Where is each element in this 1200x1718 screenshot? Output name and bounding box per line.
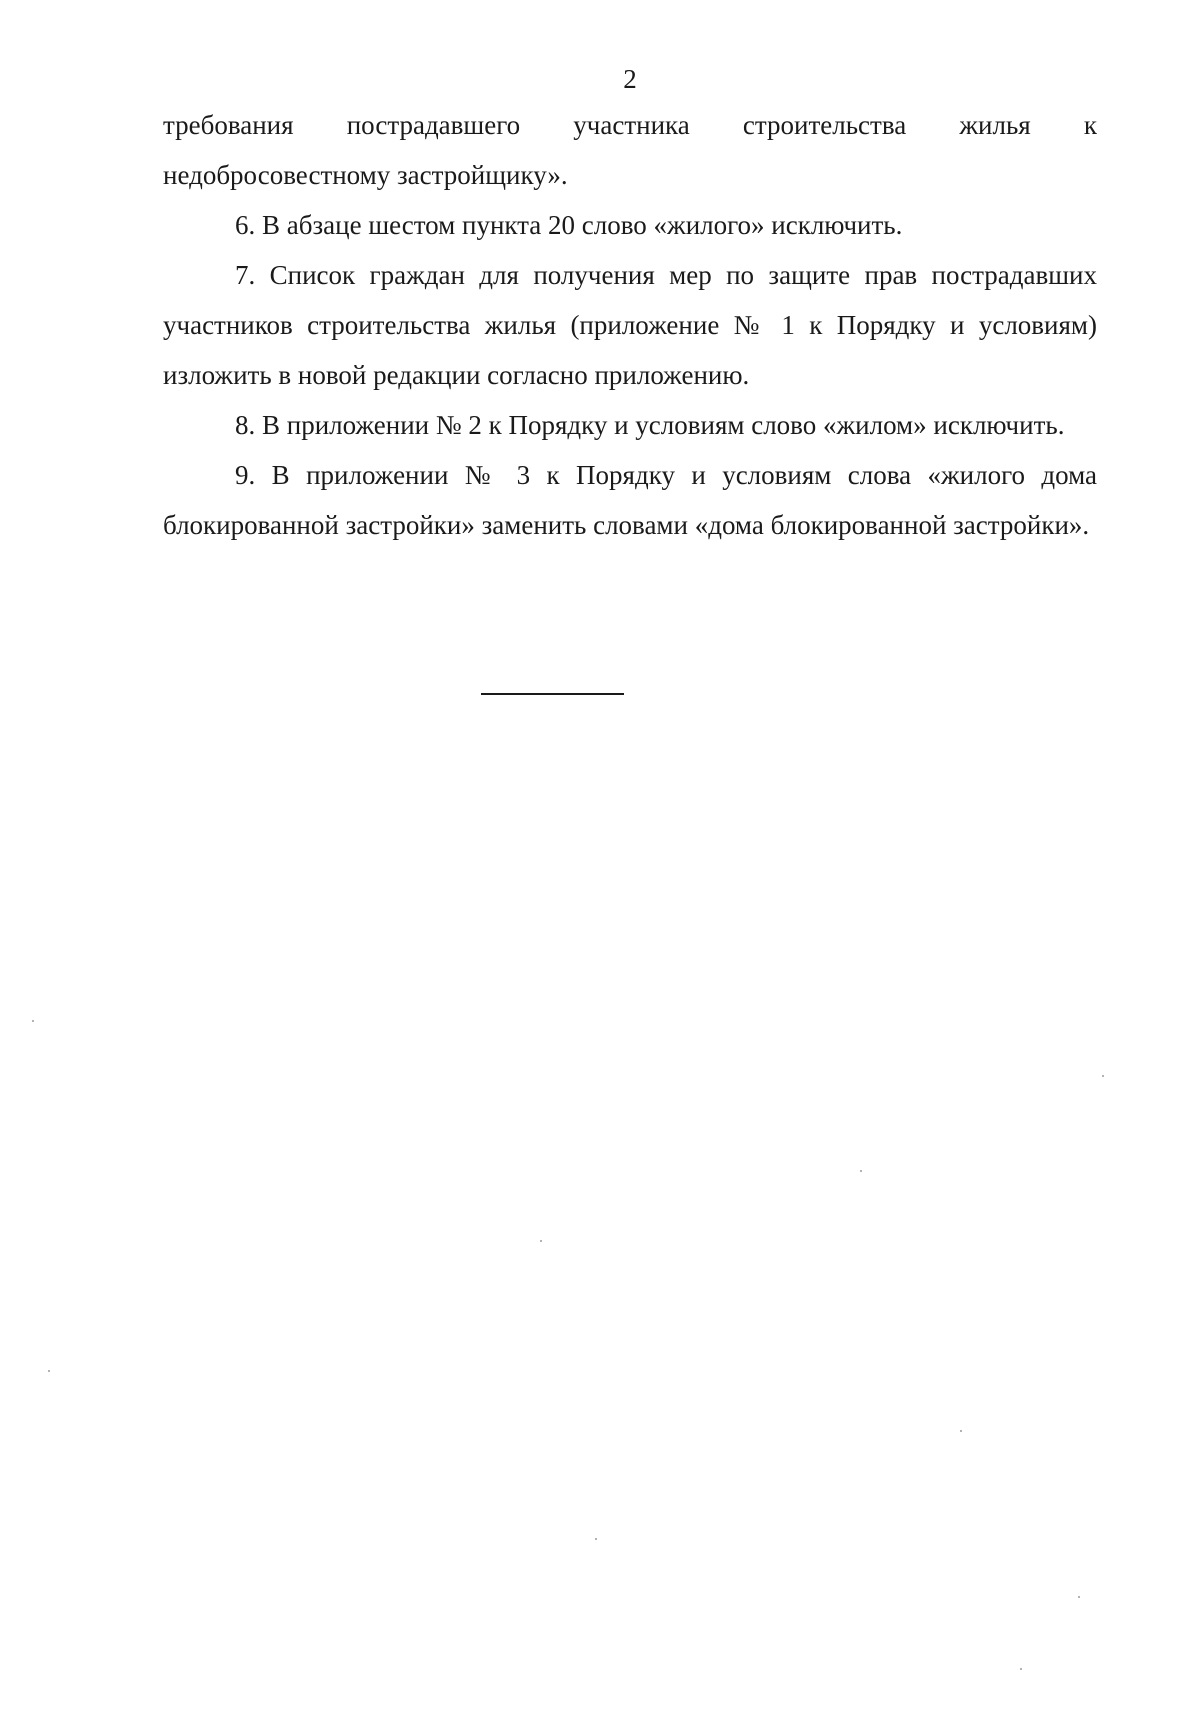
paragraph-continued-line-2: недобросовестному застройщику». (163, 160, 568, 190)
paragraph-item-6: 6. В абзаце шестом пункта 20 слово «жилого» исключить. (235, 210, 903, 240)
paragraph-item-7: 7. Список граждан для получения мер по защите прав пострадавших участников строительства жилья (приложение № 1 к Порядку и условиям) изложить в новой редакции согласно приложению. (163, 260, 1097, 390)
scan-speck (32, 1020, 34, 1022)
page-number: 2 (623, 64, 637, 94)
scan-speck (540, 1240, 542, 1242)
scan-speck (860, 1170, 862, 1172)
scan-speck (595, 1538, 597, 1540)
end-of-text-rule (481, 693, 624, 695)
paragraph-item-9: 9. В приложении № 3 к Порядку и условиям слова «жилого дома блокированной застройки» заменить словами «дома блокированной застройки». (163, 460, 1097, 540)
scan-speck (1102, 1075, 1104, 1077)
scan-speck (48, 1370, 50, 1372)
scan-speck (1020, 1668, 1022, 1670)
paragraph-continued-line-1: требования пострадавшего участника строительства жилья к (163, 110, 1097, 140)
paragraph-item-8: 8. В приложении № 2 к Порядку и условиям слово «жилом» исключить. (235, 410, 1065, 440)
document-body (163, 100, 1097, 550)
scan-speck (960, 1430, 962, 1432)
scan-speck (1078, 1596, 1080, 1598)
